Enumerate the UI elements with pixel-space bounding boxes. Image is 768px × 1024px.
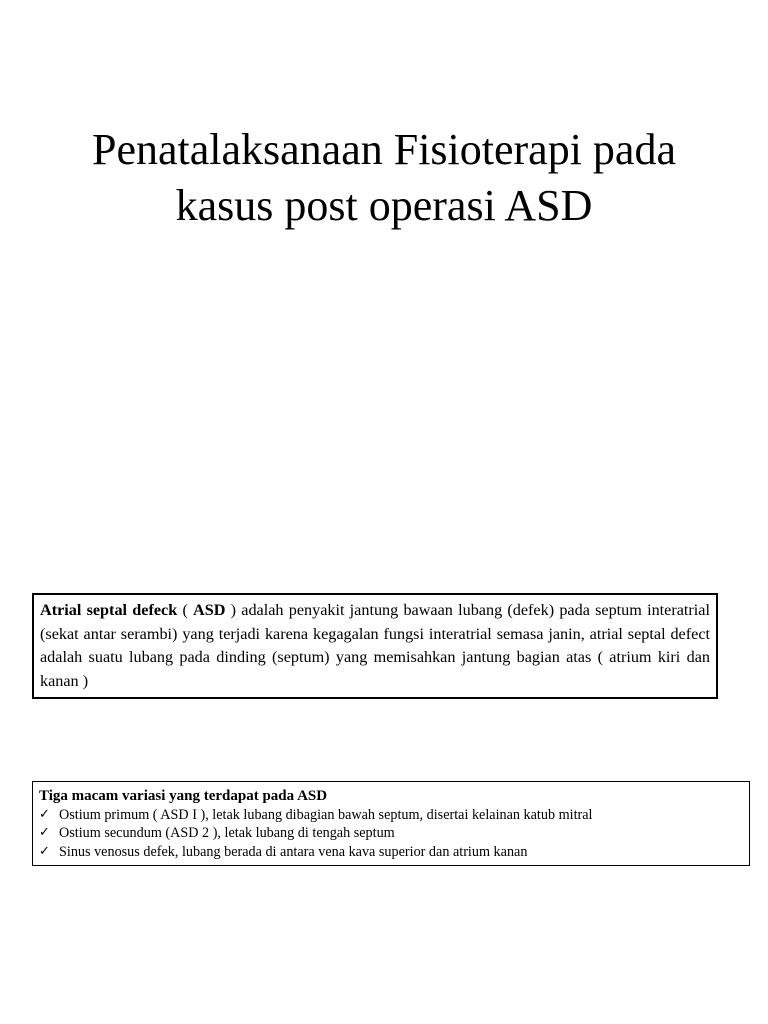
list-item — [39, 824, 743, 843]
variant-text: Sinus venosus defek, lubang berada di antara vena kava superior dan atrium kanan — [59, 843, 528, 860]
definition-paren-close: ) — [230, 601, 237, 619]
check-icon: ✓ — [39, 806, 50, 822]
definition-text: adalah penyakit jantung bawaan lubang (defek) pada septum interatrial (sekat antar serambi) yang terjadi karena kegagalan fungsi interatrial semasa janin, atrial septal defect adalah suatu lubang pada dinding (septum) yang memisahkan jantung bagian atas ( atrium kiri dan kanan ) — [40, 601, 710, 690]
variants-heading: Tiga macam variasi yang terdapat pada ASD — [39, 788, 328, 804]
check-icon: ✓ — [39, 843, 50, 859]
variant-text: Ostium primum ( ASD I ), letak lubang dibagian bawah septum, disertai kelainan katub mitral — [59, 806, 593, 823]
definition-abbr: ASD — [193, 601, 226, 619]
variants-box — [32, 781, 750, 866]
check-icon: ✓ — [39, 825, 50, 840]
list-item — [39, 806, 743, 825]
variants-list — [39, 806, 743, 862]
definition-term: Atrial septal defeck — [40, 601, 178, 619]
definition-paren-open: ( — [182, 601, 188, 619]
slide-title-line-1: Penatalaksanaan Fisioterapi pada — [91, 125, 676, 174]
slide-title — [20, 122, 748, 234]
variant-text: Ostium secundum (ASD 2 ), letak lubang di tengah septum — [59, 825, 395, 841]
definition-box — [32, 593, 718, 699]
slide-title-line-2: kasus post operasi ASD — [175, 181, 593, 230]
list-item — [39, 843, 743, 862]
